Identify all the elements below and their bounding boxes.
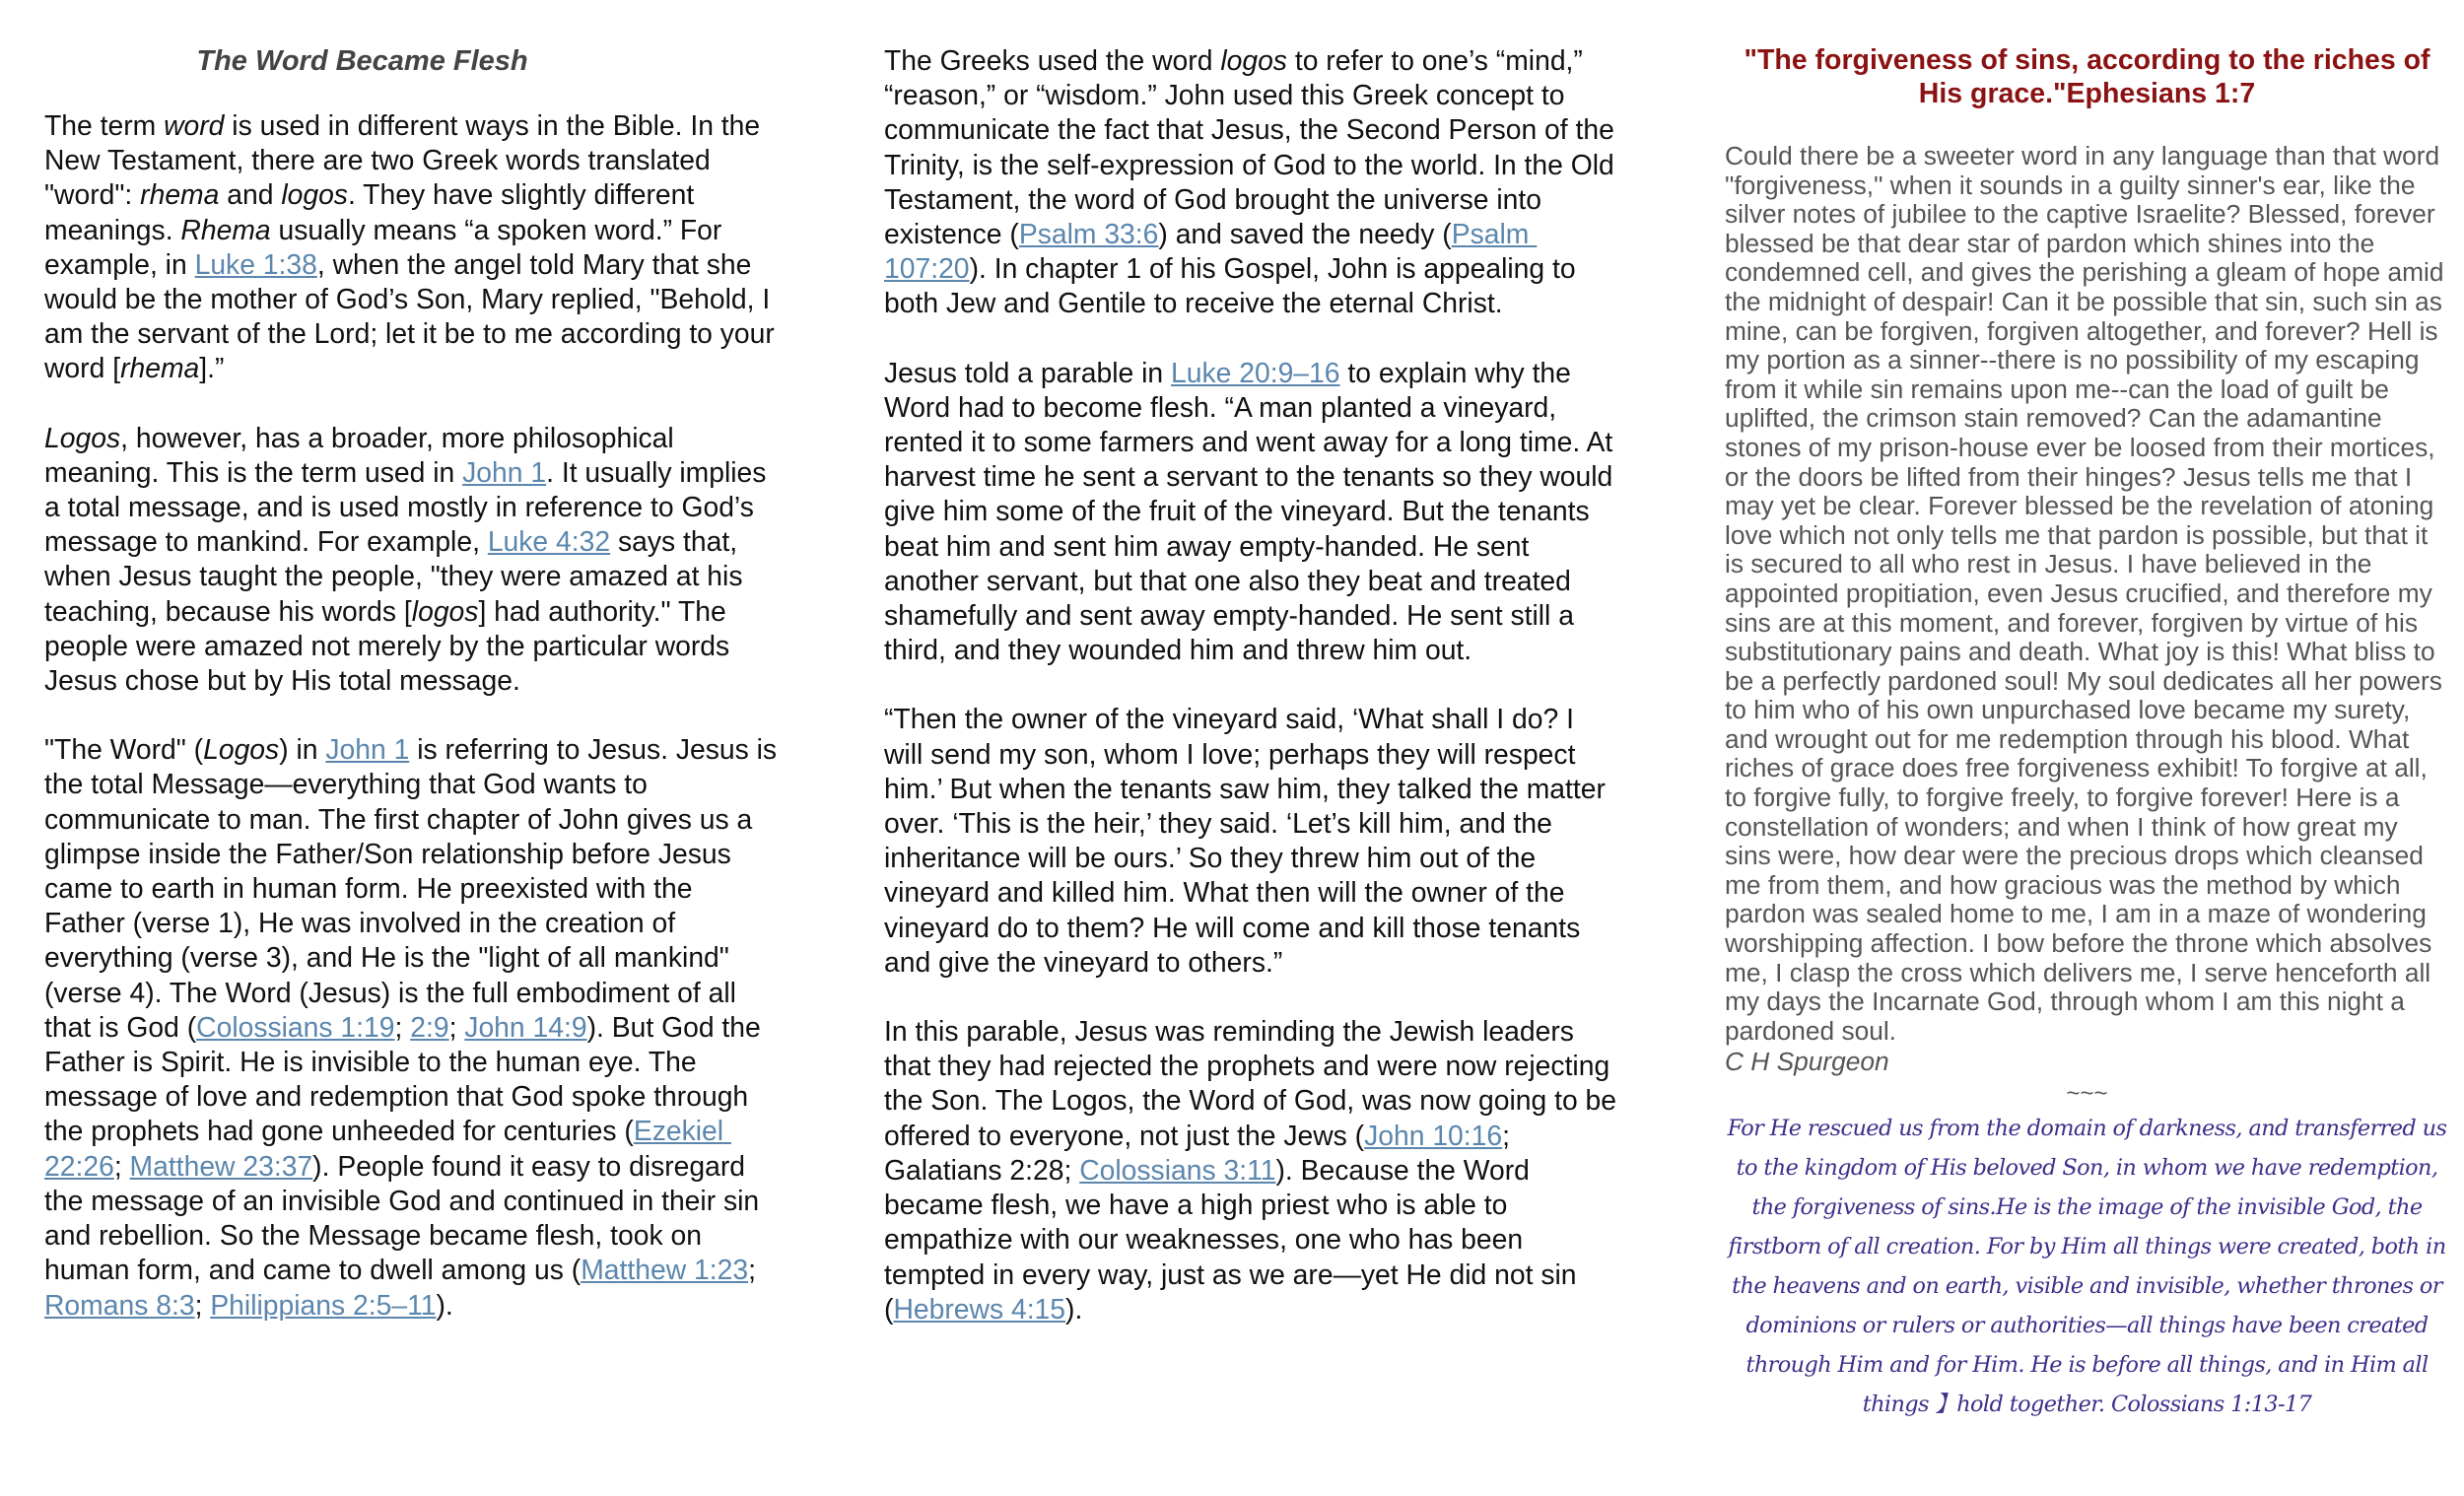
link-philippians-2-5-11[interactable]: Philippians 2:5–11 — [210, 1288, 437, 1321]
link-colossians-3-11[interactable]: Colossians 3:11 — [1079, 1153, 1276, 1186]
link-psalm-107-20[interactable]: Psalm 107:20 — [884, 218, 1538, 285]
section-separator: ~~~ — [2066, 1080, 2108, 1108]
link-john-1[interactable]: John 1 — [462, 455, 547, 488]
link-luke-4-32[interactable]: Luke 4:32 — [487, 525, 611, 558]
devotional-title: "The forgiveness of sins, according to the riches of His grace."Ephesians 1:7 — [1744, 44, 2430, 109]
link-john-1[interactable]: John 1 — [325, 733, 410, 766]
link-2-9[interactable]: 2:9 — [410, 1010, 449, 1043]
paragraph-word-meanings: The term word is used in different ways in the Bible. In the New Testament, there are two Greek words translated "word": rhema and logos. They have slightly different meanings. Rhema usually means “a spoken word.” For example, in Luke 1:38, when the angel told Mary that she would be the mother of God’s Son, Mary replied, "Behold, I am the servant of the Lord; let it be to me according to your word [rhema].” — [44, 109, 783, 384]
middle-article-column — [884, 43, 1624, 1326]
left-article-column — [44, 43, 785, 1323]
devotional-author: C H Spurgeon — [1725, 1047, 1889, 1077]
devotional-body: Could there be a sweeter word in any language than that word "forgiveness," when it sounds in a guilty sinner's ear, like the silver notes of jubilee to the captive Israelite? Blessed, forever blessed be that dear star of pardon which shines into the condemned cell, and gives the perishing a gleam of hope amid the midnight of despair! Can it be possible that sin, such sin as mine, can be forgiven, forgiven altogether, and forever? Hell is my portion as a sinner--there is no possibility of my escaping from it while sin remains upon me--can the load of guilt be uplifted, the crimson stain removed? Can the adamantine stones of my prison-house ever be loosed from their mortices, or the doors be lifted from their hinges? Jesus tells me that I may yet be clear. Forever blessed be the revelation of atoning love which not only tells me that pardon is possible, but that it is secured to all who rest in Jesus. I have believed in the appointed propitiation, even Jesus crucified, and therefore my sins are at this moment, and forever, forgiven by virtue of his substitutionary pains and death. What joy is this! What bliss to be a perfectly pardoned soul! My soul dedicates all her powers to him who of his own unpurchased love became my surety, and wrought out for me redemption through his blood. What riches of grace does free forgiveness exhibit! To forgive at all, to forgive fully, to forgive freely, to forgive forever! Here is a constellation of wonders; and when I think of how great my sins were, how dear were the precious drops which cleansed me from them, and how gracious was the method by which pardon was sealed home to me, I am in a maze of wondering worshipping affection. I bow before the throne which absolves me, I clasp the cross which delivers me, I serve henceforth all my days the Incarnate God, through whom I am this night a pardoned soul. — [1725, 141, 2444, 1046]
link-matthew-1-23[interactable]: Matthew 1:23 — [581, 1254, 749, 1286]
article-title: The Word Became Flesh — [196, 45, 528, 77]
link-luke-20-9-16[interactable]: Luke 20:9–16 — [1171, 356, 1340, 388]
link-matthew-23-37[interactable]: Matthew 23:37 — [129, 1149, 313, 1182]
link-hebrews-4-15[interactable]: Hebrews 4:15 — [893, 1292, 1066, 1325]
paragraph-parable-son: “Then the owner of the vineyard said, ‘What shall I do? I will send my son, whom I love; perhaps they will respect him.’ But when the tenants saw him, they talked the matter over. ‘This is the heir,’ they said. ‘Let’s kill him, and the inheritance will be ours.’ So they threw him out of the vineyard and killed him. What then will the owner of the vineyard do to them? He will come and kill those tenants and give the vineyard to others.” — [884, 703, 1613, 978]
link-colossians-1-19[interactable]: Colossians 1:19 — [196, 1010, 395, 1043]
paragraph-the-word-is-jesus: "The Word" (Logos) in John 1 is referring to Jesus. Jesus is the total Message—everything that God wants to communicate to man. The first chapter of John gives us a glimpse inside the Father/Son relationship before Jesus came to earth in human form. He preexisted with the Father (verse 1), He was involved in the creation of everything (verse 3), and He is the "light of all mankind" (verse 4). The Word (Jesus) is the full embodiment of all that is God (Colossians 1:19; 2:9; John 14:9). But God the Father is Spirit. He is invisible to the human eye. The message of love and redemption that God spoke through the prophets had gone unheeded for centuries (Ezekiel 22:26; Matthew 23:37). People found it easy to disregard the message of an invisible God and continued in their sin and rebellion. So the Message became flesh, took on human form, and came to dwell among us (Matthew 1:23; Romans 8:3; Philippians 2:5–11). — [44, 733, 785, 1321]
paragraph-logos-meaning: Logos, however, has a broader, more philosophical meaning. This is the term used in John 1. It usually implies a total message, and is used mostly in reference to God’s message to mankind. For example, Luke 4:32 says that, when Jesus taught the people, "they were amazed at his teaching, because his words [logos] had authority." The people were amazed not merely by the particular words Jesus chose but by His total message. — [44, 421, 775, 697]
paragraph-greek-logos: The Greeks used the word logos to refer to one’s “mind,” “reason,” or “wisdom.” John used this Greek concept to communicate the fact that Jesus, the Second Person of the Trinity, is the self-expression of God to the world. In the Old Testament, the word of God brought the universe into existence (Psalm 33:6) and saved the needy (Psalm 107:20). In chapter 1 of his Gospel, John is appealing to both Jew and Gentile to receive the eternal Christ. — [884, 44, 1622, 319]
link-romans-8-3[interactable]: Romans 8:3 — [44, 1288, 195, 1321]
link-ezekiel-22-26[interactable]: Ezekiel 22:26 — [44, 1115, 731, 1182]
link-john-10-16[interactable]: John 10:16 — [1364, 1119, 1503, 1151]
paragraph-parable-meaning: In this parable, Jesus was reminding the Jewish leaders that they had rejected the prophets and were now rejecting the Son. The Logos, the Word of God, was now going to be offered to everyone, not just the Jews (John 10:16; Galatians 2:28; Colossians 3:11). Because the Word became flesh, we have a high priest who is able to empathize with our weaknesses, one who has been tempted in every way, just as we are—yet He did not sin (Hebrews 4:15). — [884, 1015, 1624, 1325]
right-devotional-column — [1725, 43, 2449, 1424]
scripture-quote: For He rescued us from the domain of darkness, and transferred us to the kingdom of His beloved Son, in whom we have redemption, the forgiveness of sins.He is the image of the invisible God, the firstborn of all creation. For by Him all things were created, both in the heavens and on earth, visible and invisible, whether thrones or dominions or rulers or authorities—all things have been created through Him and for Him. He is before all things, and in Him all things 】hold together. Colossians 1:13-17 — [1727, 1116, 2447, 1418]
link-john-14-9[interactable]: John 14:9 — [464, 1010, 587, 1043]
paragraph-parable-intro: Jesus told a parable in Luke 20:9–16 to explain why the Word had to become flesh. “A man planted a vineyard, rented it to some farmers and went away for a long time. At harvest time he sent a servant to the tenants so they would give him some of the fruit of the vineyard. But the tenants beat him and sent him away empty-handed. He sent another servant, but that one also they beat and treated shamefully and sent away empty-handed. He sent still a third, and they wounded him and threw him out. — [884, 356, 1621, 666]
link-psalm-33-6[interactable]: Psalm 33:6 — [1018, 218, 1159, 250]
link-luke-1-38[interactable]: Luke 1:38 — [194, 247, 317, 280]
